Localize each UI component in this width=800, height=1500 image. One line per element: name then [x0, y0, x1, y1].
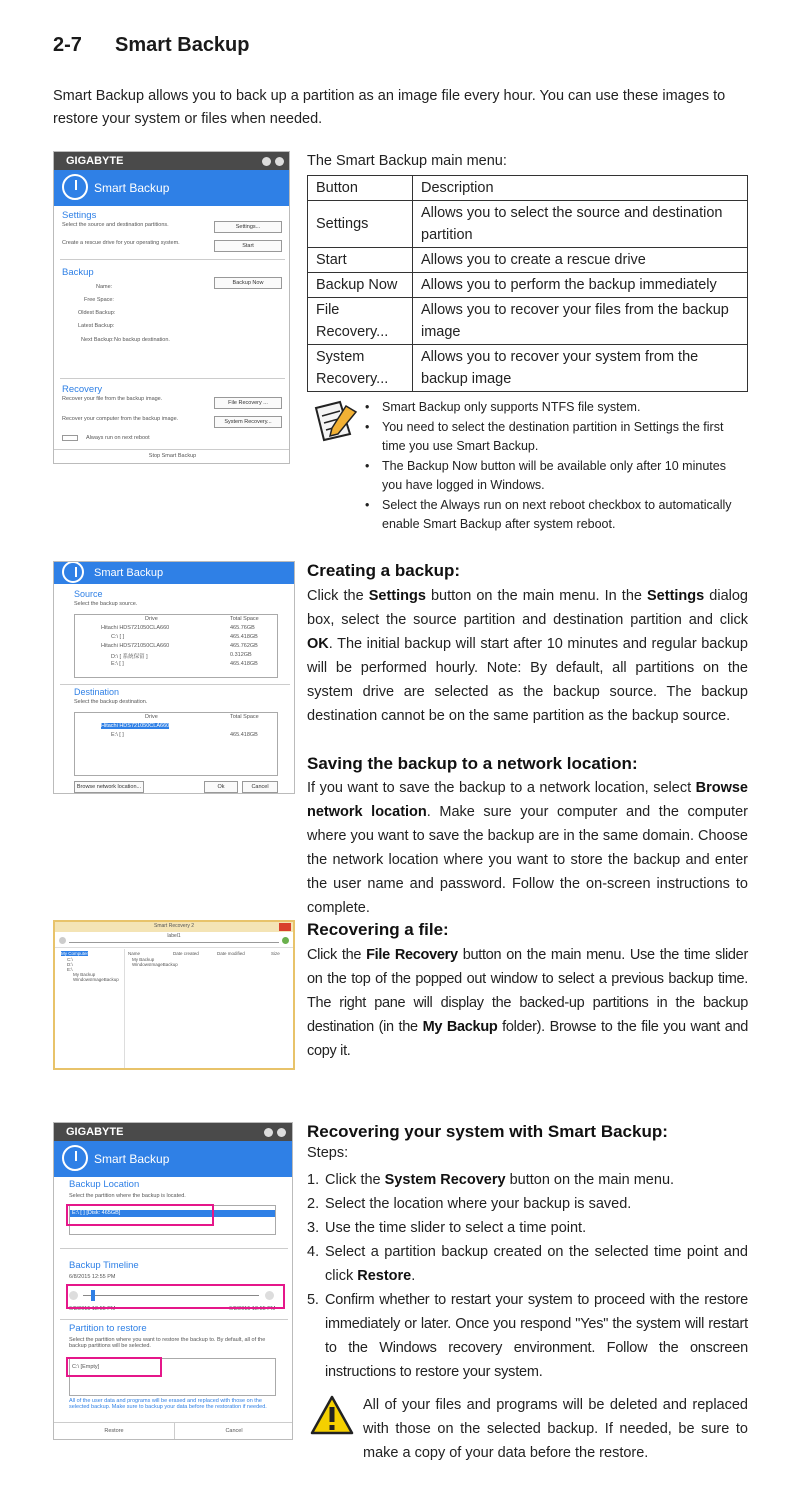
destination-tree[interactable]: [74, 712, 278, 776]
tree-row[interactable]: Hitachi HDS721050CLA660: [101, 643, 170, 649]
creating-backup-heading: Creating a backup:: [307, 561, 461, 580]
note-item: [365, 457, 748, 496]
table-cell: Allows you to recover your system from the backup image: [413, 345, 748, 392]
title-bar: [54, 152, 289, 170]
slider-label: label1: [167, 933, 181, 939]
table-cell: Allows you to perform the backup immediately: [413, 273, 748, 298]
source-tree[interactable]: [74, 614, 278, 678]
minimize-icon[interactable]: [264, 1128, 273, 1137]
title-bar: [55, 922, 293, 932]
network-heading: Saving the backup to a network location:: [307, 754, 638, 773]
main-menu-caption: The Smart Backup main menu:: [307, 153, 507, 169]
tree-row[interactable]: D:\ [ 系統保留 ]: [111, 654, 148, 660]
column-header[interactable]: Date modified: [217, 951, 245, 956]
app-title: Smart Backup: [94, 1152, 170, 1166]
table-header-row: [308, 176, 748, 201]
recover-file-heading: Recovering a file:: [307, 920, 449, 939]
table-row: [308, 201, 748, 248]
tree-row-size: 465.76GB: [230, 625, 255, 631]
source-heading: Source: [74, 589, 103, 599]
brand-logo: GIGABYTE: [66, 155, 124, 167]
tree-row-size: 0.312GB: [230, 652, 252, 658]
tree-row[interactable]: C:\ [ ]: [111, 634, 125, 640]
table-header: Button: [308, 176, 413, 201]
file-recovery-button[interactable]: File Recovery ...: [214, 397, 282, 409]
main-menu-table: [307, 175, 748, 392]
clock-icon: [62, 1145, 88, 1171]
step-item: [307, 1240, 748, 1288]
divider: [60, 1248, 288, 1249]
location-value: E:\ [ ] [Disk: 465GB]: [72, 1210, 121, 1216]
column-header[interactable]: Name: [128, 951, 141, 956]
time-slider-bar[interactable]: [55, 932, 293, 948]
tree-row-size: 465.762GB: [230, 643, 258, 649]
app-header: [54, 170, 289, 206]
step-item: [307, 1168, 748, 1192]
text-run: Confirm whether to restart your system to proceed with the restore immediately or later. Once you respond "Yes" the system will restart to the Windows recovery environment. Follow the onscreen instructions to restore your system.: [325, 1292, 748, 1380]
text-bold: My Backup: [422, 1019, 498, 1035]
text-run: button on the main menu. Use the time slider on the top of the popped out window to select a previous backup time. The right pane will display the backed-up partitions in the backup destination (in the: [307, 947, 748, 1035]
tree-row-selected[interactable]: Hitachi HDS721050CLA660: [101, 723, 170, 729]
system-recovery-window: [53, 1122, 293, 1440]
column-header: Drive: [145, 714, 158, 720]
table-cell: System Recovery...: [308, 345, 413, 392]
source-hint: Select the backup source.: [74, 601, 138, 607]
text-run: .: [411, 1268, 416, 1284]
tree-node[interactable]: My Computer: [61, 951, 89, 956]
divider: [60, 684, 290, 685]
column-header: Total Space: [230, 714, 259, 720]
file-row[interactable]: My Backup: [132, 957, 155, 962]
step-number: 5.: [307, 1292, 319, 1308]
intro-paragraph: Smart Backup allows you to back up a partition as an image file every hour. You can use these images to restore your system or files when needed.: [53, 88, 726, 127]
timeline-value: 6/8/2015 12:55 PM: [69, 1274, 116, 1280]
column-header[interactable]: Size: [271, 951, 280, 956]
divider: [60, 1319, 288, 1320]
tree-row-size: 465.418GB: [230, 732, 258, 738]
note-text: Smart Backup only supports NTFS file system.: [382, 400, 641, 414]
tree-node[interactable]: D:\: [67, 962, 73, 967]
column-header[interactable]: Date created: [173, 951, 199, 956]
step-item: [307, 1192, 748, 1216]
text-bold: File Recovery: [366, 947, 458, 963]
step-number: 4.: [307, 1244, 320, 1260]
folder-tree[interactable]: [55, 949, 125, 1068]
table-header: Description: [413, 176, 748, 201]
next-backup-value: No backup destination.: [114, 337, 170, 343]
partition-to-restore-heading: Partition to restore: [69, 1323, 147, 1334]
recovery-heading: Recovery: [62, 384, 103, 395]
note-text: Select the Always run on next reboot checkbox to automatically enable Smart Backup after system reboot.: [382, 497, 732, 531]
divider: [60, 378, 285, 379]
text-run: dialog box, select the source partition and destination partition and click: [307, 588, 748, 628]
file-recovery-desc: Recover your file from the backup image.: [62, 396, 163, 402]
text-run: Use the time slider to select a time point.: [325, 1220, 587, 1236]
slider-right-icon[interactable]: [282, 937, 289, 944]
recover-system-heading: Recovering your system with Smart Backup:: [307, 1122, 668, 1141]
slider-left-icon[interactable]: [59, 937, 66, 944]
tree-node[interactable]: E:\: [67, 967, 73, 972]
settings-heading: Settings: [62, 210, 97, 221]
note-item: [365, 418, 748, 457]
table-cell: Allows you to select the source and destination partition: [413, 201, 748, 248]
text-run: Select the location where your backup is saved.: [325, 1196, 632, 1212]
close-icon[interactable]: [275, 157, 284, 166]
text-run: Click the: [307, 947, 367, 963]
steps-label: Steps:: [307, 1145, 349, 1161]
file-row[interactable]: WindowsImageBackup: [132, 962, 178, 967]
column-header: Drive: [145, 616, 158, 622]
text-run: . Make sure your computer and the computer where you want to save the backup are in the same domain. Choose the network location where you want to store the backup and enter the user name and password. Follow the on-screen instructions to complete.: [307, 804, 748, 916]
step-item: [307, 1288, 748, 1384]
warning-triangle-icon: [310, 1395, 354, 1435]
text-run: If you want to save the backup to a network location, select: [307, 780, 696, 796]
note-item: [365, 398, 748, 418]
browse-network-button[interactable]: Browse network location...: [74, 781, 144, 793]
settings-desc: Select the source and destination partitions.: [62, 222, 169, 228]
timeline-end: 6/8/2015 12:55 PM: [229, 1306, 276, 1312]
close-icon[interactable]: [277, 1128, 286, 1137]
smart-recovery-window: [53, 920, 295, 1070]
app-header: [54, 1141, 292, 1177]
column-header: Total Space: [230, 616, 259, 622]
note-item: [365, 496, 748, 535]
text-bold: OK: [307, 636, 329, 652]
note-text: The Backup Now button will be available only after 10 minutes you have logged in Windows.: [382, 458, 726, 492]
clock-icon: [62, 174, 88, 200]
highlight-box: [66, 1357, 162, 1377]
settings-dialog: [53, 561, 295, 794]
window-title: Smart Recovery 2: [153, 923, 194, 929]
cancel-button[interactable]: Cancel: [225, 1428, 243, 1434]
field-oldest: Oldest Backup:: [78, 310, 116, 316]
text-run: Click the: [325, 1172, 385, 1188]
warning-note: All of the user data and programs will be erased and replaced with those on the selected backup. Make sure to backup your data before the restoration if needed.: [69, 1398, 267, 1410]
slider-track[interactable]: [69, 942, 279, 943]
step-item: [307, 1216, 748, 1240]
text-bold: Restore: [357, 1268, 412, 1284]
start-button[interactable]: Start: [214, 240, 282, 252]
tree-node[interactable]: C:\: [67, 957, 73, 962]
table-cell: Settings: [308, 201, 413, 248]
table-row: [308, 248, 748, 273]
tree-node[interactable]: My Backup: [73, 972, 96, 977]
app-title: Smart Backup: [94, 181, 170, 195]
network-paragraph: [307, 776, 748, 920]
table-cell: Backup Now: [308, 273, 413, 298]
timeline-start: 6/8/2015 12:55 PM: [69, 1306, 116, 1312]
brand-logo: GIGABYTE: [66, 1126, 124, 1138]
text-run: button on the main menu. In the: [425, 588, 648, 604]
tree-row[interactable]: E:\ [ ]: [111, 732, 124, 738]
text-bold: Settings: [368, 588, 426, 604]
step-number: 1.: [307, 1172, 320, 1188]
steps-list: [307, 1168, 748, 1384]
text-run: . The initial backup will start after 10 minutes and regular backup will be performed hourly. Note: By default, all partitions on the system drive are selected as the backup source. The backup destination cannot be on the same partition as the backup source.: [307, 636, 748, 724]
tree-row[interactable]: E:\ [ ]: [111, 661, 124, 667]
restore-button[interactable]: Restore: [104, 1428, 124, 1434]
backup-heading: Backup: [62, 267, 94, 278]
system-recovery-button[interactable]: System Recovery...: [214, 416, 282, 428]
ok-button[interactable]: Ok: [204, 781, 238, 793]
field-name: Name:: [96, 284, 113, 290]
app-header: [54, 562, 294, 584]
text-run: Click the: [307, 588, 369, 604]
title-bar: [54, 1123, 292, 1141]
backup-location-hint: Select the partition where the backup is located.: [69, 1193, 186, 1199]
text-bold: Browse network location: [307, 780, 748, 820]
warning-text: All of your files and programs will be deleted and replaced with those on the selected backup. If needed, be sure to make a copy of your data before the restore.: [363, 1397, 748, 1461]
app-title: Smart Backup: [94, 567, 164, 579]
section-number: 2-7: [53, 34, 82, 56]
clock-icon: [62, 561, 84, 583]
table-row: [308, 345, 748, 392]
divider: [60, 259, 285, 260]
table-row: [308, 273, 748, 298]
tree-node[interactable]: WindowsImageBackup: [73, 977, 119, 982]
table-cell: Start: [308, 248, 413, 273]
field-next: Next Backup:: [81, 337, 114, 343]
cancel-button[interactable]: Cancel: [242, 781, 278, 793]
step-number: 2.: [307, 1196, 320, 1212]
tree-row-size: 465.418GB: [230, 634, 258, 640]
text-bold: System Recovery: [384, 1172, 506, 1188]
step-number: 3.: [307, 1220, 320, 1236]
recover-file-paragraph: [307, 943, 748, 1063]
notes-list: [365, 398, 748, 535]
smart-backup-main-window: [53, 151, 290, 464]
file-pane: [127, 949, 293, 1068]
destination-hint: Select the backup destination.: [74, 699, 148, 705]
note-pencil-icon: [310, 398, 358, 444]
highlight-box: [66, 1204, 214, 1226]
partition-item-checkbox[interactable]: C:\ [Empty]: [72, 1364, 100, 1370]
table-cell: Allows you to create a rescue drive: [413, 248, 748, 273]
minimize-icon[interactable]: [262, 157, 271, 166]
highlight-box: [66, 1284, 285, 1309]
text-bold: Settings: [647, 588, 705, 604]
tree-row[interactable]: Hitachi HDS721050CLA660: [101, 625, 170, 631]
note-text: You need to select the destination partition in Settings the first time you use Smart Backup.: [382, 419, 724, 453]
rescue-desc: Create a rescue drive for your operating system.: [62, 240, 180, 246]
creating-backup-paragraph: [307, 584, 748, 728]
section-title: Smart Backup: [115, 34, 250, 56]
divider: [54, 449, 290, 450]
backup-timeline-heading: Backup Timeline: [69, 1260, 139, 1271]
field-latest: Latest Backup:: [78, 323, 115, 329]
settings-button[interactable]: Settings...: [214, 221, 282, 233]
text-run: Select a partition backup created on the selected time point and click: [325, 1244, 748, 1284]
destination-heading: Destination: [74, 687, 120, 697]
system-recovery-desc: Recover your computer from the backup image.: [62, 416, 179, 422]
table-cell: File Recovery...: [308, 298, 413, 345]
always-run-checkbox[interactable]: [62, 435, 78, 441]
text-run: folder). Browse to the file you want and copy it.: [307, 1019, 748, 1059]
partition-hint: Select the partition where you want to restore the backup to. By default, all of the backup partitions will be selected.: [69, 1337, 266, 1349]
always-run-label: Always run on next reboot: [86, 435, 150, 441]
tree-row-size: 465.418GB: [230, 661, 258, 667]
table-row: [308, 298, 748, 345]
stop-smart-backup-button[interactable]: Stop Smart Backup: [148, 453, 197, 459]
field-free-space: Free Space:: [84, 297, 114, 303]
text-run: button on the main menu.: [505, 1172, 675, 1188]
backup-location-heading: Backup Location: [69, 1179, 140, 1190]
table-cell: Allows you to recover your files from the backup image: [413, 298, 748, 345]
backup-now-button[interactable]: Backup Now: [214, 277, 282, 289]
close-icon[interactable]: [279, 923, 291, 931]
